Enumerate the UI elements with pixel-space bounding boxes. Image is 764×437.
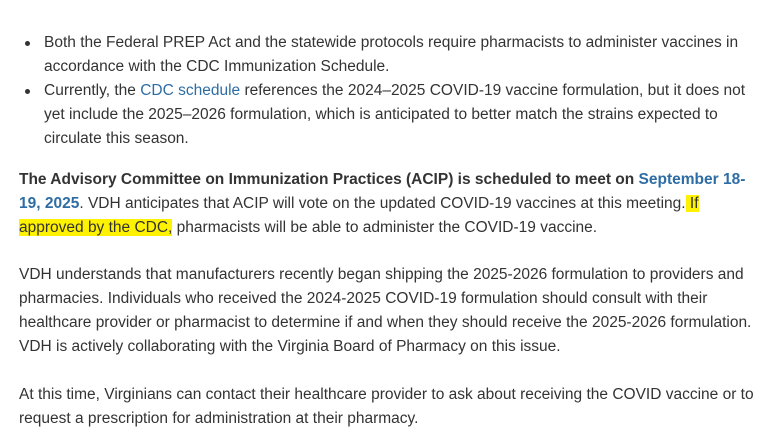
bullet-text-post: references the 2024–2025 COVID-19 vaccine formulation, but it does not yet include the 2025–2026 formulation, which is anticipated to better match the strains expected to circulate this season. [44,82,746,147]
acip-bold-lead: The Advisory Committee on Immunization Practices (ACIP) is scheduled to meet on [19,171,639,188]
bullet-icon [25,89,30,94]
acip-meeting-paragraph [19,168,754,240]
cdc-schedule-link[interactable]: CDC schedule [140,82,241,99]
requirements-list [19,31,754,151]
list-item [19,79,754,151]
bullet-text: Both the Federal PREP Act and the statewide protocols require pharmacists to administer vaccines in accordance with the CDC Immunization Schedule. [44,34,739,75]
manufacturers-paragraph: VDH understands that manufacturers recently began shipping the 2025-2026 formulation to providers and pharmacies. Individuals who received the 2024-2025 COVID-19 formulation should consult with their healthcare provider or pharmacist to determine if and when they should receive the 2025-2026 formulation. VDH is actively collaborating with the Virginia Board of Pharmacy on this issue. [19,266,752,355]
bullet-icon [25,41,30,46]
acip-end-text: pharmacists will be able to administer the COVID-19 vaccine. [172,219,598,236]
acip-middle-text: . VDH anticipates that ACIP will vote on the updated COVID-19 vaccines at this meeting. [79,195,686,212]
acip-date-link[interactable]: September 18-19, 2025 [19,171,746,212]
highlighted-text: If approved by the CDC, [19,195,699,236]
list-item [19,31,754,79]
bullet-text-pre: Currently, the [44,82,141,99]
contact-paragraph: At this time, Virginians can contact their healthcare provider to ask about receiving the COVID vaccine or to request a prescription for administration at their pharmacy. [19,386,754,427]
